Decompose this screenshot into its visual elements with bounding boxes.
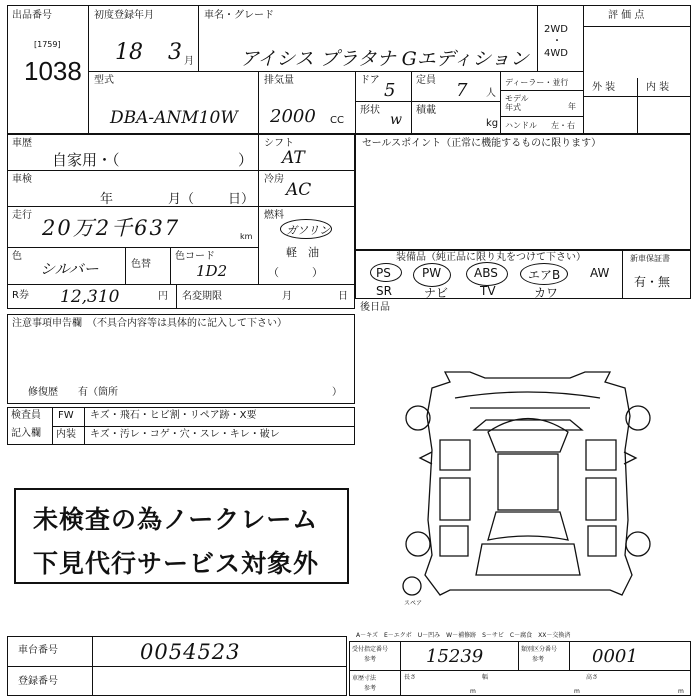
exterior-label: 外 装 [592,82,616,93]
dealer-label: ディーラー・並行 [505,78,569,87]
inspection-day: 日） [228,192,255,207]
fuel-label: 燃料 [264,210,284,221]
length-sub: 参考 [364,685,377,692]
shift-label: シフト [264,138,294,149]
first-reg-label: 初度登録年月 [94,10,154,21]
ac-value: AC [286,180,312,200]
class-sub: 参考 [532,656,545,663]
certified-label: 受付指定番号 [352,646,389,653]
new-warranty-label: 新車保証書 [630,254,670,263]
equip-abs: ABS [474,266,498,280]
length-unit: m [470,688,476,695]
shape-label: 形状 [360,105,380,116]
model-year-unit: 年 [568,102,576,111]
fuel-paren: （ ） [268,266,323,279]
length-word: 長さ [404,674,417,681]
history-value: 自家用・（ [52,151,120,169]
width-word: 幅 [482,674,489,681]
height-unit: m [678,688,684,695]
height-word: 高さ [586,674,599,681]
model-value: DBA-ANM10W [110,108,238,128]
equip-airbag: エアB [528,268,561,282]
color-code-label: 色コード [175,251,215,262]
certified-sub: 参考 [364,656,377,663]
repair-label: 修復歴 有（箇所 [28,387,118,398]
load-unit: kg [486,118,499,129]
capacity-value: 7 [456,80,468,101]
stamp-line-1: 未検査の為ノークレーム [33,506,319,534]
drive-2wd: 2WD [544,24,568,35]
interior-check-label: 内装 [56,429,76,440]
damage-legend: A－キズ E－エクボ U－凹み W－補修跡 S－サビ C－腐食 XX－交換済 [356,632,571,639]
registration-label: 登録番号 [18,676,58,687]
inspector-label-1: 検査員 [11,410,41,421]
chassis-value: 0054523 [140,640,241,664]
equip-leather: カワ [534,286,559,300]
name-label: 車名・グレード [204,10,274,21]
equip-pw: PW [422,266,442,280]
inspection-month: 月（ [168,192,195,207]
interior-check-value: キズ・汚レ・コゲ・穴・スレ・キレ・破レ [90,429,280,440]
mileage-unit: km [240,232,253,241]
color-value: シルバー [40,260,99,278]
displacement-value: 2000 [270,106,316,127]
interior-label: 内 装 [646,82,670,93]
fuel-value: ガソリン [286,224,330,237]
r-value: 12,310 [60,287,120,307]
door-label: ドア [360,75,380,86]
first-reg-year: 18 [115,40,143,65]
grade-label: 評 価 点 [608,10,645,21]
spare-label: スペア [404,600,423,607]
mileage-value: 20万2千637 [42,216,181,240]
r-unit: 円 [158,291,168,302]
history-label: 車歴 [12,138,32,149]
model-year-label: モデル年式 [505,94,529,112]
shape-value: w [390,112,402,128]
color-label: 色 [12,251,22,262]
chassis-label: 車台番号 [18,645,58,656]
lot-label: 出品番号 [12,10,52,21]
drive-4wd: 4WD [544,48,568,59]
displacement-label: 排気量 [264,75,294,86]
handle-value: 左・右 [551,121,575,130]
notes-title: 注意事項申告欄 （不具合内容等は具体的に記入して下さい） [12,318,287,329]
sales-label: セールスポイント（正常に機能するものに限ります） [362,138,602,149]
load-label: 積載 [416,105,436,116]
new-warranty-value: 有・無 [634,275,671,289]
equip-sr: SR [376,284,392,298]
model-label: 型式 [94,75,114,86]
capacity-label: 定員 [416,75,436,86]
length-label: 車歴寸法 [352,675,377,682]
ac-label: 冷房 [264,174,284,185]
displacement-unit: CC [330,115,344,126]
handle-label: ハンドル [505,121,537,130]
fw-label: FW [58,410,74,421]
equip-ps: PS [376,266,391,280]
name-change-label: 名変期限 [182,291,222,302]
drive-dot: ・ [552,36,562,47]
inspection-year: 年 [100,192,114,207]
certified-value: 15239 [426,646,484,667]
repair-close: ） [332,387,342,398]
shift-value: AT [282,148,305,168]
month-unit: 月 [184,56,194,67]
inspection-label: 車検 [12,174,32,185]
name-change-day: 日 [338,291,348,302]
fuel-diesel: 軽 油 [286,246,319,259]
fw-value: キズ・飛石・ヒビ割・リペア跡・X要 [90,410,257,421]
r-label: R券 [12,290,29,301]
history-close: ） [238,151,254,169]
first-reg-month: 3 [168,40,182,65]
equip-aw: AW [590,266,610,280]
width-unit: m [574,688,580,695]
class-label: 類別区分番号 [521,646,558,653]
color-change-label: 色替 [131,259,151,270]
capacity-unit: 人 [486,88,496,99]
mileage-label: 走行 [12,210,32,221]
name-change-month: 月 [282,291,292,302]
stamp-line-2: 下見代行サービス対象外 [33,550,320,578]
equip-tv: TV [480,284,496,298]
color-code-value: 1D2 [196,262,228,280]
equipment-label: 装備品（純正品に限り丸をつけて下さい） [396,252,586,263]
door-value: 5 [384,80,396,101]
inspector-label-2: 記入欄 [11,428,41,439]
accessories-label: 後日品 [360,302,390,313]
lot-sub: [1759] [34,40,61,49]
lot-number: 1038 [24,56,82,86]
class-value: 0001 [592,646,638,667]
car-name: アイシス プラタナ Gエディション [240,48,529,70]
equip-navi: ナビ [424,286,449,300]
